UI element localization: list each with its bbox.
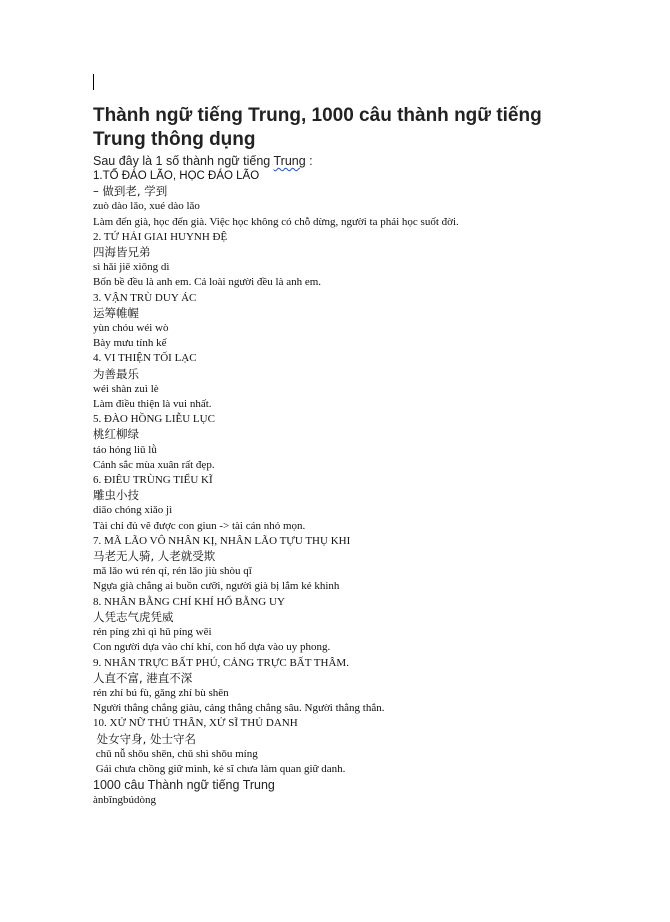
idiom-pinyin: táo hóng liǔ lǜ [93, 443, 157, 456]
idiom-pinyin: chǔ nǚ shǒu shēn, chǔ shì shǒu míng [93, 747, 258, 760]
idiom-block [93, 473, 573, 534]
idiom-heading: 7. MÃ LÃO VÔ NHÂN KỊ, NHÂN LÃO TỰU THỤ KHI [93, 534, 351, 547]
idiom-meaning: Làm điều thiện là vui nhất. [93, 398, 212, 411]
idiom-block [93, 291, 573, 352]
idiom-hanzi: 人凭志气虎凭威 [93, 609, 174, 624]
idiom-hanzi: 马老无人骑, 人老就受欺 [93, 549, 216, 564]
intro-line [93, 154, 573, 169]
idiom-hanzi: 雕虫小技 [93, 488, 139, 503]
idiom-pinyin: zuò dào lǎo, xué dào lǎo [93, 200, 200, 213]
idiom-heading: 9. NHÂN TRỰC BẤT PHÚ, CẢNG TRỰC BẤT THÂM. [93, 656, 349, 669]
idiom-heading: 6. ĐIÊU TRÙNG TIỂU KĨ [93, 474, 213, 487]
document-title: Thành ngữ tiếng Trung, 1000 câu thành ngữ tiếng Trung thông dụng [93, 105, 542, 150]
idiom-pinyin: rén zhí bú fù, gǎng zhí bù shēn [93, 686, 229, 699]
idiom-heading: 1.TỐ ĐÁO LÃO, HỌC ĐÁO LÃO [93, 170, 260, 182]
idiom-meaning: Cảnh sắc mùa xuân rất đẹp. [93, 458, 215, 471]
idiom-block [93, 534, 573, 595]
idiom-meaning: Gái chưa chồng giữ mình, kẻ sĩ chưa làm quan giữ danh. [93, 762, 346, 775]
idiom-meaning: Người thẳng chẳng giàu, cảng thẳng chẳng sâu. Người thẳng thắn. [93, 702, 385, 715]
idiom-block [93, 412, 573, 473]
footer-heading: 1000 câu Thành ngữ tiếng Trung [93, 778, 275, 793]
idiom-pinyin: mǎ lǎo wú rén qí, rén lǎo jiù shòu qī [93, 565, 252, 578]
idiom-meaning: Ngựa già chẳng ai buồn cưỡi, người già bị lắm kẻ khinh [93, 580, 340, 593]
idiom-block [93, 169, 573, 230]
text-cursor [93, 74, 94, 90]
idiom-heading: 3. VẬN TRÙ DUY ÁC [93, 291, 197, 304]
idiom-pinyin: yùn chóu wéi wò [93, 322, 169, 335]
intro-prefix: Sau đây là 1 số thành ngữ tiếng [93, 154, 274, 168]
idiom-meaning: Tài chỉ đủ vẽ được con giun -> tài cán nhỏ mọn. [93, 519, 306, 532]
idiom-hanzi: 处女守身, 处士守名 [93, 731, 196, 746]
idiom-hanzi: 桃红柳绿 [93, 427, 139, 442]
idiom-heading: 2. TỨ HẢI GIAI HUYNH ĐỆ [93, 230, 228, 243]
idiom-hanzi: 为善最乐 [93, 366, 139, 381]
idiom-heading: 8. NHÂN BẰNG CHÍ KHÍ HỔ BẰNG UY [93, 595, 285, 608]
document-body[interactable] [93, 104, 573, 808]
idiom-heading: 10. XỬ NỮ THỦ THÂN, XỬ SĨ THỦ DANH [93, 717, 298, 730]
footer-pinyin: ànbīngbúdòng [93, 794, 156, 807]
idiom-meaning: Bày mưu tính kế [93, 337, 167, 350]
idiom-meaning: Bốn bề đều là anh em. Cả loài người đều là anh em. [93, 276, 322, 289]
idiom-block [93, 716, 573, 777]
idiom-hanzi: 四海皆兄弟 [93, 245, 151, 260]
idiom-block [93, 656, 573, 717]
idiom-pinyin: rén píng zhì qì hǔ píng wēi [93, 626, 212, 639]
idiom-pinyin: wéi shàn zuì lè [93, 382, 159, 395]
idiom-heading: 5. ĐÀO HỒNG LIỄU LỤC [93, 413, 215, 426]
idiom-pinyin: sì hǎi jiē xiōng dì [93, 261, 170, 274]
idiom-hanzi: 人直不富, 港直不深 [93, 670, 193, 685]
idiom-meaning: Con người dựa vào chí khí, con hổ dựa vào uy phong. [93, 641, 331, 654]
idiom-block [93, 595, 573, 656]
idiom-list [93, 169, 573, 777]
idiom-hanzi: 运筹帷幄 [93, 305, 139, 320]
idiom-block [93, 230, 573, 291]
idiom-meaning: Làm đến già, học đến già. Việc học không có chỗ dừng, người ta phải học suốt đời. [93, 215, 459, 228]
intro-spellcheck-word[interactable]: Trung [273, 154, 306, 168]
idiom-block [93, 351, 573, 412]
intro-suffix: : [305, 154, 313, 168]
idiom-heading: 4. VI THIỆN TỐI LẠC [93, 352, 197, 365]
idiom-hanzi: – 做到老, 学到 [93, 184, 168, 199]
idiom-pinyin: diāo chóng xiǎo jì [93, 504, 173, 517]
